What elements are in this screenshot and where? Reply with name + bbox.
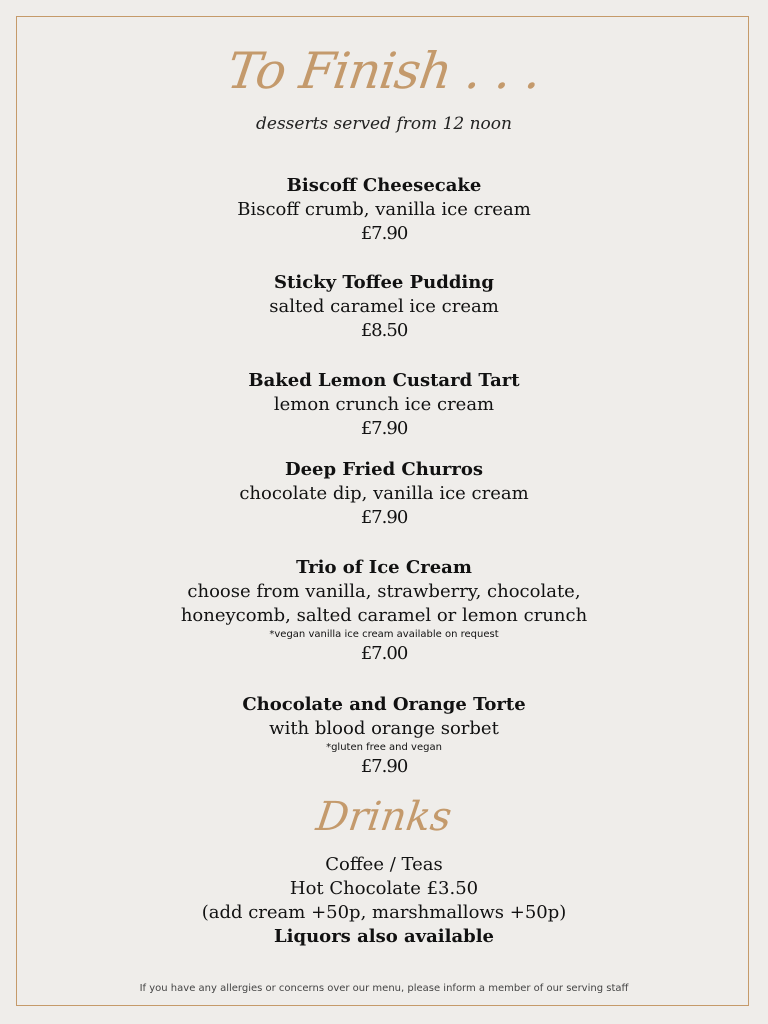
dessert-price: £7.90 (360, 507, 408, 528)
dessert-description: chocolate dip, vanilla ice cream (239, 483, 529, 504)
menu-subtitle: desserts served from 12 noon (256, 114, 512, 134)
drinks-line: Hot Chocolate £3.50 (289, 878, 479, 899)
drinks-section (0, 853, 768, 949)
dessert-price: £8.50 (360, 320, 408, 341)
drinks-line: Liquors also available (274, 926, 494, 947)
dessert-item (0, 458, 768, 530)
dessert-item (0, 556, 768, 666)
dessert-name: Baked Lemon Custard Tart (248, 370, 520, 391)
dessert-name: Deep Fried Churros (284, 459, 484, 480)
dessert-description: salted caramel ice cream (269, 296, 499, 317)
dessert-description: Biscoff crumb, vanilla ice cream (237, 199, 531, 220)
dessert-description: honeycomb, salted caramel or lemon crunch (180, 605, 588, 626)
dessert-item (0, 369, 768, 441)
dessert-note: *gluten free and vegan (326, 742, 442, 753)
drinks-line: (add cream +50p, marshmallows +50p) (201, 902, 567, 923)
dessert-item (0, 693, 768, 779)
dessert-price: £7.90 (360, 223, 408, 244)
dessert-name: Chocolate and Orange Torte (242, 694, 526, 715)
dessert-note: *vegan vanilla ice cream available on request (269, 629, 499, 640)
dessert-name: Biscoff Cheesecake (286, 175, 482, 196)
allergy-footer: If you have any allergies or concerns over our menu, please inform a member of our serving staff (139, 983, 629, 994)
dessert-price: £7.00 (360, 643, 408, 664)
drinks-line: Coffee / Teas (325, 854, 443, 875)
dessert-name: Trio of Ice Cream (296, 557, 472, 578)
dessert-description: choose from vanilla, strawberry, chocolate, (187, 581, 581, 602)
dessert-name: Sticky Toffee Pudding (274, 272, 494, 293)
dessert-description: with blood orange sorbet (269, 718, 499, 739)
dessert-item (0, 271, 768, 343)
drinks-title: Drinks (313, 794, 455, 840)
dessert-item (0, 174, 768, 246)
dessert-price: £7.90 (360, 756, 408, 777)
dessert-description: lemon crunch ice cream (273, 394, 495, 415)
dessert-price: £7.90 (360, 418, 408, 439)
menu-title: To Finish . . . (223, 42, 545, 100)
